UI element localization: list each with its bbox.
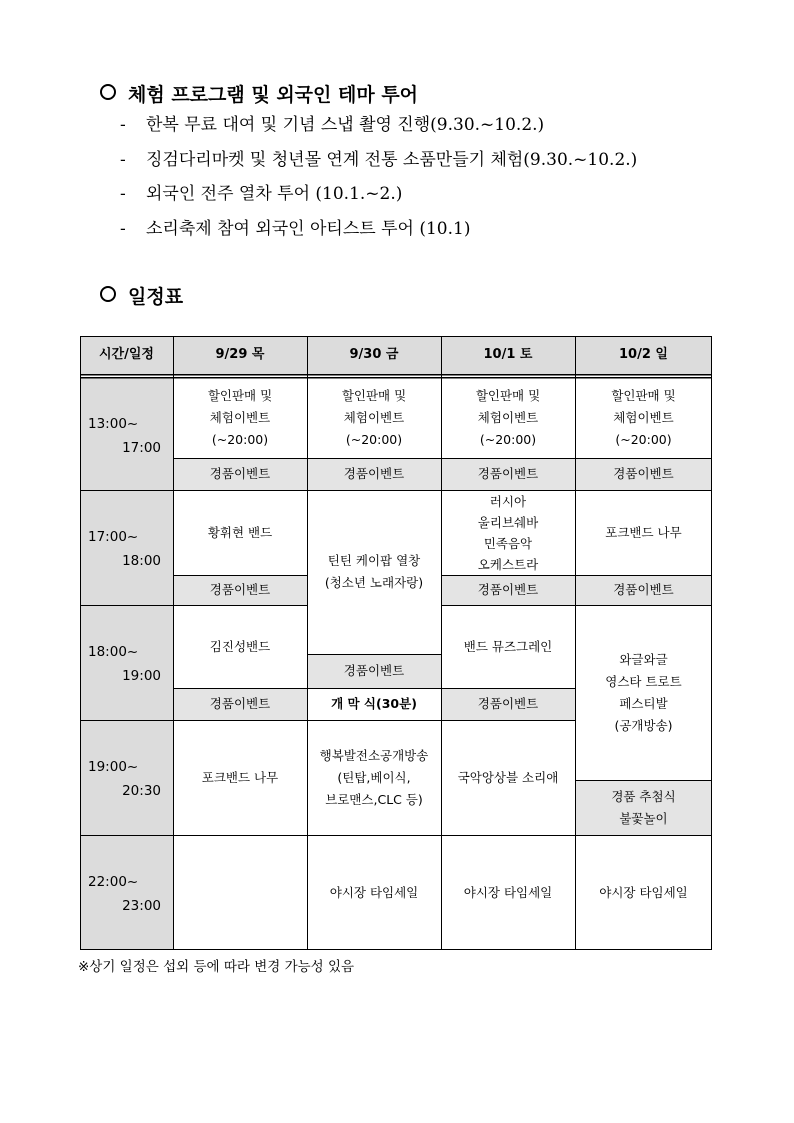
header-day-1: 9/29 목 bbox=[173, 336, 307, 374]
event-cell: 김진성밴드 bbox=[209, 638, 271, 654]
event-cell: 포크밴드 나무 bbox=[605, 524, 682, 540]
time-slot bbox=[80, 377, 173, 490]
event-cell: 할인판매 및 체험이벤트 (~20:00) bbox=[611, 387, 676, 447]
prize-cell: 경품이벤트 bbox=[441, 688, 575, 720]
event-cell: 야시장 타임세일 bbox=[463, 884, 553, 900]
prize-cell: 경품이벤트 bbox=[173, 575, 307, 605]
circle-bullet-icon bbox=[100, 84, 116, 100]
list-item bbox=[120, 217, 637, 252]
prize-cell: 경품이벤트 bbox=[575, 575, 712, 605]
header-day-3: 10/1 토 bbox=[441, 336, 575, 374]
event-cell: 와글와글 영스타 트로트 페스티발 (공개방송) bbox=[605, 651, 682, 733]
event-cell: 러시아 울리브쉐바 민족음악 오케스트라 bbox=[477, 493, 539, 572]
event-cell: 야시장 타임세일 bbox=[329, 884, 419, 900]
list-item-text: 소리축제 참여 외국인 아티스트 투어 (10.1) bbox=[146, 218, 471, 239]
dash-bullet: - bbox=[120, 115, 126, 135]
dash-bullet: - bbox=[120, 184, 126, 204]
prize-cell: 경품이벤트 bbox=[441, 575, 575, 605]
event-cell: 할인판매 및 체험이벤트 (~20:00) bbox=[207, 387, 273, 447]
schedule-table bbox=[80, 336, 712, 950]
list-item-text: 외국인 전주 열차 투어 (10.1.~2.) bbox=[146, 184, 403, 204]
time-end: 18:00 bbox=[122, 553, 161, 569]
section-heading-schedule bbox=[100, 282, 183, 309]
event-cell: 틴틴 케이팝 열창 (청소년 노래자랑) bbox=[324, 553, 424, 590]
time-slot bbox=[80, 835, 173, 950]
time-start: 17:00~ bbox=[88, 529, 139, 545]
opening-ceremony-cell: 개 막 식(30분) bbox=[331, 696, 417, 711]
time-slot bbox=[80, 605, 173, 720]
time-end: 17:00 bbox=[122, 440, 161, 456]
time-end: 19:00 bbox=[122, 668, 161, 684]
prize-draw-cell: 경품 추첨식 불꽃놀이 bbox=[575, 780, 712, 835]
event-cell: 황휘현 밴드 bbox=[207, 524, 273, 540]
prize-cell: 경품이벤트 bbox=[307, 654, 441, 688]
list-item bbox=[120, 148, 637, 183]
header-time: 시간/일정 bbox=[80, 336, 173, 374]
time-slot bbox=[80, 490, 173, 605]
event-cell: 국악앙상블 소리애 bbox=[457, 769, 559, 785]
circle-bullet-icon bbox=[100, 286, 116, 302]
program-list bbox=[120, 113, 637, 251]
time-start: 22:00~ bbox=[88, 874, 139, 890]
time-end: 23:00 bbox=[122, 898, 161, 914]
event-cell: 야시장 타임세일 bbox=[599, 884, 688, 900]
event-cell: 할인판매 및 체험이벤트 (~20:00) bbox=[475, 387, 541, 447]
header-day-2: 9/30 금 bbox=[307, 336, 441, 374]
list-item-text: 한복 무료 대여 및 기념 스냅 촬영 진행(9.30.~10.2.) bbox=[146, 115, 545, 135]
event-cell: 행복발전소공개방송 (틴탑,베이식, 브로맨스,CLC 등) bbox=[319, 747, 429, 807]
list-item-text: 징검다리마켓 및 청년몰 연계 전통 소품만들기 체험(9.30.~10.2.) bbox=[146, 149, 638, 170]
section-heading-programs bbox=[100, 80, 418, 107]
prize-cell: 경품이벤트 bbox=[173, 688, 307, 720]
time-slot bbox=[80, 720, 173, 835]
footnote: ※상기 일정은 섭외 등에 따라 변경 가능성 있음 bbox=[78, 959, 355, 975]
header-day-4: 10/2 일 bbox=[575, 336, 712, 374]
list-item bbox=[120, 182, 637, 217]
prize-cell: 경품이벤트 bbox=[441, 458, 575, 490]
prize-cell: 경품이벤트 bbox=[307, 458, 441, 490]
event-cell: 밴드 뮤즈그레인 bbox=[463, 638, 553, 654]
dash-bullet: - bbox=[120, 149, 126, 170]
event-cell: 할인판매 및 체험이벤트 (~20:00) bbox=[341, 387, 407, 447]
event-cell bbox=[173, 835, 307, 950]
time-start: 19:00~ bbox=[88, 759, 139, 775]
prize-cell: 경품이벤트 bbox=[575, 458, 712, 490]
time-start: 18:00~ bbox=[88, 644, 139, 660]
section-title: 일정표 bbox=[128, 286, 184, 308]
dash-bullet: - bbox=[120, 218, 126, 239]
list-item bbox=[120, 113, 637, 148]
event-cell: 포크밴드 나무 bbox=[201, 769, 279, 785]
time-start: 13:00~ bbox=[88, 416, 139, 432]
time-end: 20:30 bbox=[122, 783, 161, 799]
prize-cell: 경품이벤트 bbox=[173, 458, 307, 490]
section-title: 체험 프로그램 및 외국인 테마 투어 bbox=[128, 84, 419, 106]
